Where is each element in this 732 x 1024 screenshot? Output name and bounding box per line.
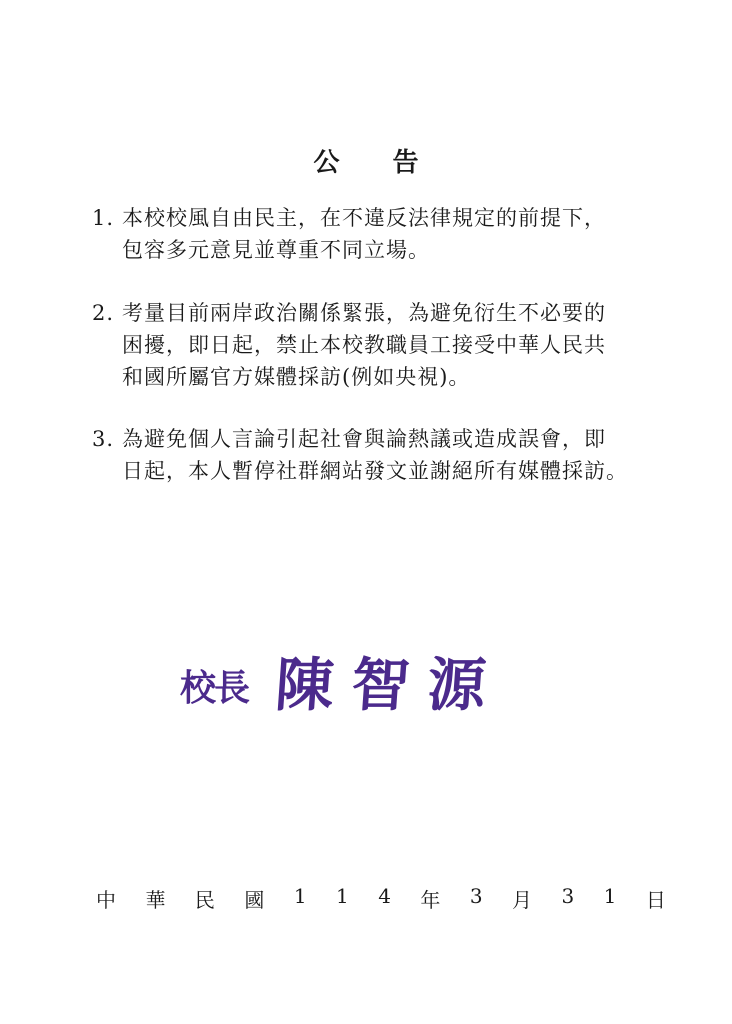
announcement-item-2 (92, 297, 682, 393)
document-title: 公 告 (313, 148, 441, 178)
item-text-line: 和國所屬官方媒體採訪(例如央視)。 (122, 365, 471, 389)
date-part: 年 (420, 888, 441, 912)
date-part: 華 (145, 888, 166, 912)
date-part: 3 (469, 884, 483, 908)
item-text-line: 為避免個人言論引起社會與論熱議或造成誤會，即 (122, 427, 606, 451)
item-number: 1. (92, 206, 115, 230)
item-text-line: 考量目前兩岸政治關係緊張，為避免衍生不必要的 (122, 301, 606, 325)
item-number: 3. (92, 427, 115, 451)
date-part: 1 (336, 884, 349, 908)
date-part: 3 (561, 884, 575, 908)
announcement-item-1 (92, 202, 682, 266)
date-part: 1 (293, 884, 307, 908)
item-text-line: 本校校風自由民主，在不違反法律規定的前提下， (122, 206, 606, 230)
date-part: 1 (603, 884, 617, 908)
date-part: 國 (244, 888, 265, 912)
item-text-line: 困擾，即日起，禁止本校教職員工接受中華人民共 (122, 333, 606, 357)
signature-title: 校長 (180, 667, 249, 709)
signature-name: 陳智源 (273, 651, 507, 719)
announcement-item-3 (92, 423, 682, 487)
date-part: 民 (194, 888, 215, 912)
item-text-line: 包容多元意見並尊重不同立場。 (122, 238, 430, 262)
document-date (96, 884, 666, 913)
date-part: 中 (96, 888, 116, 912)
date-part: 4 (378, 884, 391, 908)
date-part: 月 (512, 888, 533, 912)
item-text-line: 日起，本人暫停社群網站發文並謝絕所有媒體採訪。 (122, 459, 628, 483)
item-number: 2. (92, 301, 115, 325)
principal-signature-stamp (180, 638, 520, 718)
date-part: 日 (645, 888, 666, 912)
